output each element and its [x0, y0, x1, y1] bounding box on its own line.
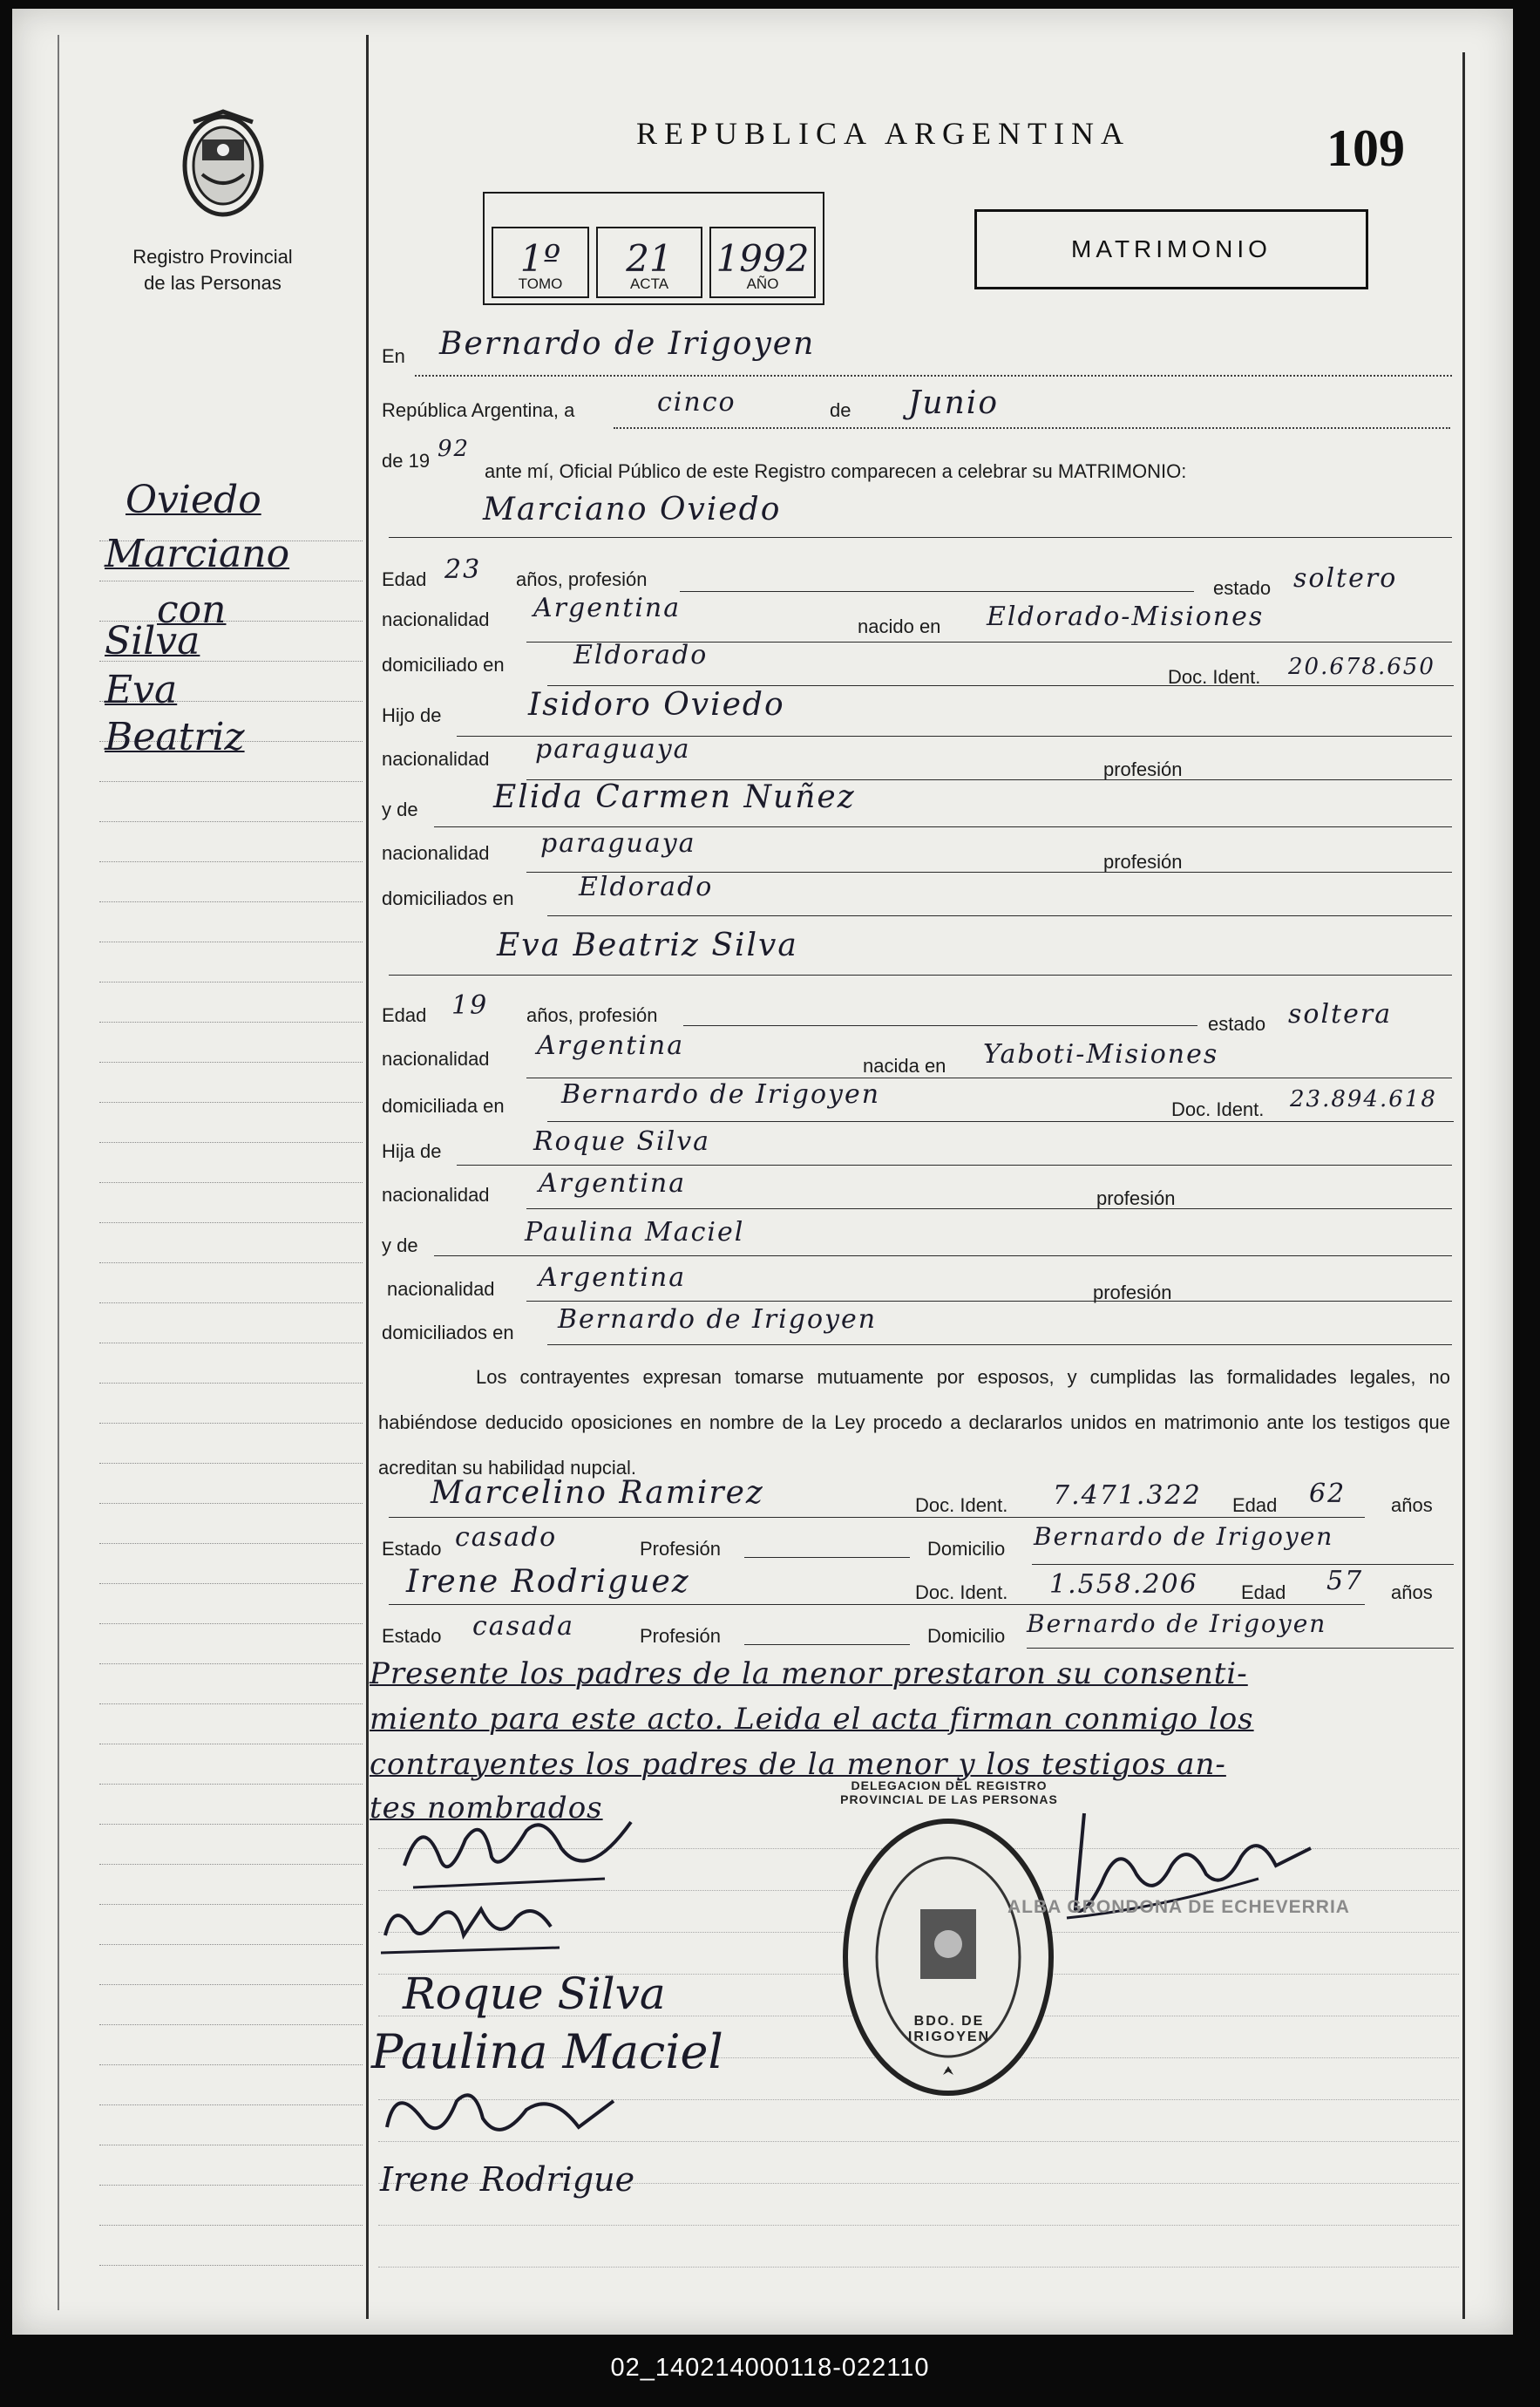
witness2-domicile: Bernardo de Irigoyen [1027, 1609, 1327, 1638]
de-label: de [830, 399, 851, 421]
margin-rule [99, 1784, 363, 1785]
margin-rule [99, 1703, 363, 1704]
groom-mother-nationality: paraguaya [540, 828, 696, 859]
margin-rule [99, 2024, 363, 2025]
margin-rule [99, 982, 363, 983]
groom-edad-label: Edad [382, 568, 427, 590]
witness2-age: 57 [1326, 1566, 1364, 1596]
margin-rule [99, 1463, 363, 1464]
groom-name: Marciano Oviedo [483, 492, 782, 527]
margin-rule [99, 1623, 363, 1624]
bride-name: Eva Beatriz Silva [497, 928, 798, 963]
groom-mother: Elida Carmen Nuñez [493, 779, 856, 815]
official-signature [1049, 1787, 1346, 1953]
groom-father-prof-label: profesión [1103, 758, 1183, 780]
groom-parents-domicile-line [547, 915, 1452, 916]
month-value: Junio [908, 385, 999, 421]
bride-father-prof-label: profesión [1096, 1187, 1176, 1209]
groom-domicile: Eldorado [573, 640, 709, 670]
margin-rule [99, 1182, 363, 1183]
place-value: Bernardo de Irigoyen [439, 326, 816, 362]
groom-name-line [389, 537, 1452, 538]
bride-hija-label: Hija de [382, 1140, 442, 1162]
witness2-anos-label: años [1391, 1581, 1433, 1603]
record-reference-box [483, 192, 824, 305]
witness1-doc-number: 7.471.322 [1053, 1480, 1202, 1511]
margin-rule [99, 1864, 363, 1865]
witness2-estado-label: Estado [382, 1625, 442, 1647]
day-value: cinco [657, 387, 736, 418]
bride-mother-nat-label: nacionalidad [387, 1278, 495, 1300]
witness1-civil-status: casado [455, 1522, 558, 1553]
groom-age: 23 [444, 554, 482, 585]
country-title: REPUBLICA ARGENTINA [636, 116, 1131, 151]
registry-label-line1: Registro Provincial [132, 246, 293, 268]
groom-mother-prof-label: profesión [1103, 851, 1183, 873]
year-suffix-value: 92 [438, 436, 471, 462]
margin-rule [99, 1302, 363, 1303]
year-prefix-label: de 19 [382, 450, 431, 472]
margin-rule [99, 2064, 363, 2065]
groom-domiciliado-label: domiciliado en [382, 654, 505, 676]
seal-outer-text: DELEGACION DEL REGISTRO PROVINCIAL DE LAS PERSONAS [840, 1778, 1058, 1806]
bride-domiciliados-label: domiciliados en [382, 1322, 514, 1343]
groom-father-nat-label: nacionalidad [382, 748, 490, 770]
margin-rule [99, 901, 363, 902]
margin-rule [99, 2265, 363, 2266]
observation-line: miento para este acto. Leida el acta firman conmigo los [370, 1702, 1254, 1737]
groom-father: Isidoro Oviedo [528, 687, 785, 723]
groom-doc-number: 20.678.650 [1288, 654, 1435, 680]
roque-silva-signature: Roque Silva [403, 1968, 666, 2019]
witness2-profession-line [744, 1644, 910, 1645]
witness1-domicilio-label: Domicilio [927, 1538, 1006, 1560]
margin-name-line: Marciano [105, 532, 290, 576]
groom-father-nationality: paraguaya [535, 734, 691, 765]
margin-rule [99, 1583, 363, 1584]
margin-rule [99, 2225, 363, 2226]
column-divider-line [366, 35, 369, 2319]
groom-nationality: Argentina [533, 593, 682, 623]
bride-father-nationality: Argentina [539, 1168, 687, 1199]
groom-yde-label: y de [382, 799, 418, 820]
witness-signature-scribble [361, 2075, 648, 2153]
witness2-domicile-line [1027, 1648, 1454, 1649]
declaration-label: ante mí, Oficial Público de este Registro comparecen a celebrar su MATRIMONIO: [485, 460, 1187, 482]
bride-age: 19 [451, 990, 489, 1021]
witness1-age: 62 [1309, 1479, 1347, 1509]
margin-rule [99, 1022, 363, 1023]
bride-yde-label: y de [382, 1234, 418, 1256]
margin-rule [99, 2104, 363, 2105]
en-label: En [382, 345, 405, 367]
witness2-name-line [389, 1604, 1365, 1605]
margin-rule [99, 1142, 363, 1143]
bride-domicile-line [547, 1121, 1454, 1122]
margin-rule [99, 1984, 363, 1985]
ano-cell [709, 227, 816, 298]
acta-value: 21 [626, 237, 673, 280]
body-rule [378, 2267, 1459, 2268]
groom-anos-profesion-label: años, profesión [516, 568, 648, 590]
acta-label: ACTA [629, 275, 669, 292]
margin-name-line: Beatriz [105, 715, 245, 759]
witness1-edad-label: Edad [1232, 1494, 1278, 1516]
tomo-label: TOMO [518, 275, 563, 292]
ano-label: AÑO [746, 275, 779, 292]
groom-domicile-line [547, 685, 1454, 686]
bride-anos-profesion-label: años, profesión [526, 1004, 658, 1026]
acta-cell [596, 227, 702, 298]
witness2-doc-label: Doc. Ident. [915, 1581, 1008, 1603]
margin-rule [99, 1824, 363, 1825]
groom-hijo-label: Hijo de [382, 704, 442, 726]
groom-signature [387, 1805, 648, 1900]
left-border-line [58, 35, 59, 2310]
margin-rule [99, 1222, 363, 1223]
groom-doc-label: Doc. Ident. [1168, 666, 1261, 688]
bride-birthplace: Yaboti-Misiones [983, 1039, 1219, 1070]
bride-estado-label: estado [1208, 1013, 1266, 1035]
margin-rule [99, 2185, 363, 2186]
page-number: 109 [1326, 119, 1405, 177]
witness1-profession-line [744, 1557, 910, 1558]
bride-mother-line [434, 1255, 1452, 1256]
bride-doc-number: 23.894.618 [1290, 1086, 1437, 1112]
bride-doc-label: Doc. Ident. [1171, 1098, 1265, 1120]
bride-parents-domicile: Bernardo de Irigoyen [558, 1304, 878, 1335]
groom-estado-label: estado [1213, 577, 1272, 599]
margin-rule [99, 1663, 363, 1664]
right-border-line [1462, 52, 1465, 2319]
official-stamp-text: ALBA GRONDONA DE ECHEVERRIA [1007, 1897, 1350, 1917]
margin-rule [99, 861, 363, 862]
witness1-name-line [389, 1517, 1365, 1518]
margin-rule [99, 821, 363, 822]
witness1-anos-label: años [1391, 1494, 1433, 1516]
ano-value: 1992 [716, 237, 810, 280]
document-type-box: MATRIMONIO [974, 209, 1368, 289]
provincial-emblem-icon [176, 105, 270, 227]
witness1-doc-label: Doc. Ident. [915, 1494, 1008, 1516]
bride-father-nat-line [526, 1208, 1452, 1209]
witness2-domicilio-label: Domicilio [927, 1625, 1006, 1647]
bride-parents-domicile-line [547, 1344, 1452, 1345]
margin-name-line: Silva [105, 619, 200, 663]
republica-label: República Argentina, a [382, 399, 575, 421]
witness1-domicile-line [1032, 1564, 1454, 1565]
groom-parents-domicile: Eldorado [579, 872, 714, 902]
tomo-cell [492, 227, 589, 298]
seal-inner-text: BDO. DE IRIGOYEN [907, 2014, 991, 2044]
irene-rodriguez-signature: Irene Rodrigue [380, 2160, 635, 2199]
witness2-edad-label: Edad [1241, 1581, 1286, 1603]
registry-seal-icon [838, 1813, 1058, 2101]
margin-rule [99, 1503, 363, 1504]
margin-name-line: Eva [105, 668, 178, 712]
bride-father: Roque Silva [533, 1126, 711, 1157]
observation-line: Presente los padres de la menor prestaron su consenti- [370, 1656, 1248, 1691]
bride-civil-status: soltera [1288, 999, 1393, 1030]
witness2-name: Irene Rodriguez [406, 1564, 690, 1600]
bride-mother-nationality: Argentina [539, 1262, 687, 1293]
groom-mother-line [434, 826, 1452, 827]
tomo-value: 1º [519, 237, 561, 280]
witness1-domicile: Bernardo de Irigoyen [1034, 1522, 1334, 1551]
declaration-paragraph: Los contrayentes expresan tomarse mutuamente por esposos, y cumplidas las formalidades legales, no habiéndose deducido oposiciones en nombre de la Ley procedo a declararlos unidos en matrimonio ante los testigos que acreditan su habilidad nupcial. [378, 1366, 1450, 1479]
bride-nationality-label: nacionalidad [382, 1048, 490, 1070]
margin-rule [99, 1262, 363, 1263]
bride-domicile: Bernardo de Irigoyen [561, 1079, 881, 1110]
footer-code: 02_140214000118-022110 [610, 2354, 930, 2382]
groom-mother-nat-label: nacionalidad [382, 842, 490, 864]
observation-line: contrayentes los padres de la menor y los testigos an- [370, 1747, 1226, 1782]
bride-father-nat-label: nacionalidad [382, 1184, 490, 1206]
bride-father-line [457, 1165, 1452, 1166]
margin-rule [99, 1904, 363, 1905]
bride-name-line [389, 975, 1452, 976]
margin-rule [99, 1944, 363, 1945]
paulina-maciel-signature: Paulina Maciel [371, 2024, 723, 2079]
bride-profession-line [683, 1025, 1197, 1026]
bride-signature [377, 1892, 577, 1962]
bride-edad-label: Edad [382, 1004, 427, 1026]
groom-profession-line [680, 591, 1194, 592]
groom-civil-status: soltero [1293, 563, 1398, 594]
bride-mother-nat-line [526, 1301, 1452, 1302]
bride-nationality: Argentina [537, 1030, 685, 1061]
margin-rule [99, 1423, 363, 1424]
margin-name-line: Oviedo [126, 478, 261, 522]
margin-rule [99, 1383, 363, 1384]
registry-label [126, 244, 300, 296]
bride-domiciliada-label: domiciliada en [382, 1095, 505, 1117]
groom-nacido-label: nacido en [858, 615, 941, 637]
bride-nacida-label: nacida en [863, 1055, 946, 1077]
witness2-civil-status: casada [472, 1611, 575, 1642]
observation-line: tes nombrados [370, 1791, 603, 1826]
witness2-profesion-label: Profesión [640, 1625, 721, 1647]
witness1-name: Marcelino Ramirez [431, 1475, 764, 1511]
witness1-estado-label: Estado [382, 1538, 442, 1560]
margin-name-line: con [157, 588, 227, 632]
body-rule [378, 2225, 1459, 2226]
date-underline [614, 427, 1450, 429]
margin-rule [99, 1102, 363, 1103]
margin-rule [99, 781, 363, 782]
bride-mother: Paulina Maciel [525, 1217, 745, 1248]
bride-mother-prof-label: profesión [1093, 1282, 1172, 1303]
witness1-profesion-label: Profesión [640, 1538, 721, 1560]
groom-nationality-label: nacionalidad [382, 609, 490, 630]
margin-rule [99, 1543, 363, 1544]
groom-domiciliados-label: domiciliados en [382, 887, 514, 909]
certificate-page [12, 9, 1513, 2335]
margin-rule [99, 1062, 363, 1063]
witness2-doc-number: 1.558.206 [1049, 1569, 1198, 1600]
registry-label-line2: de las Personas [144, 272, 282, 294]
groom-birthplace: Eldorado-Misiones [987, 602, 1265, 632]
place-underline [415, 375, 1452, 377]
